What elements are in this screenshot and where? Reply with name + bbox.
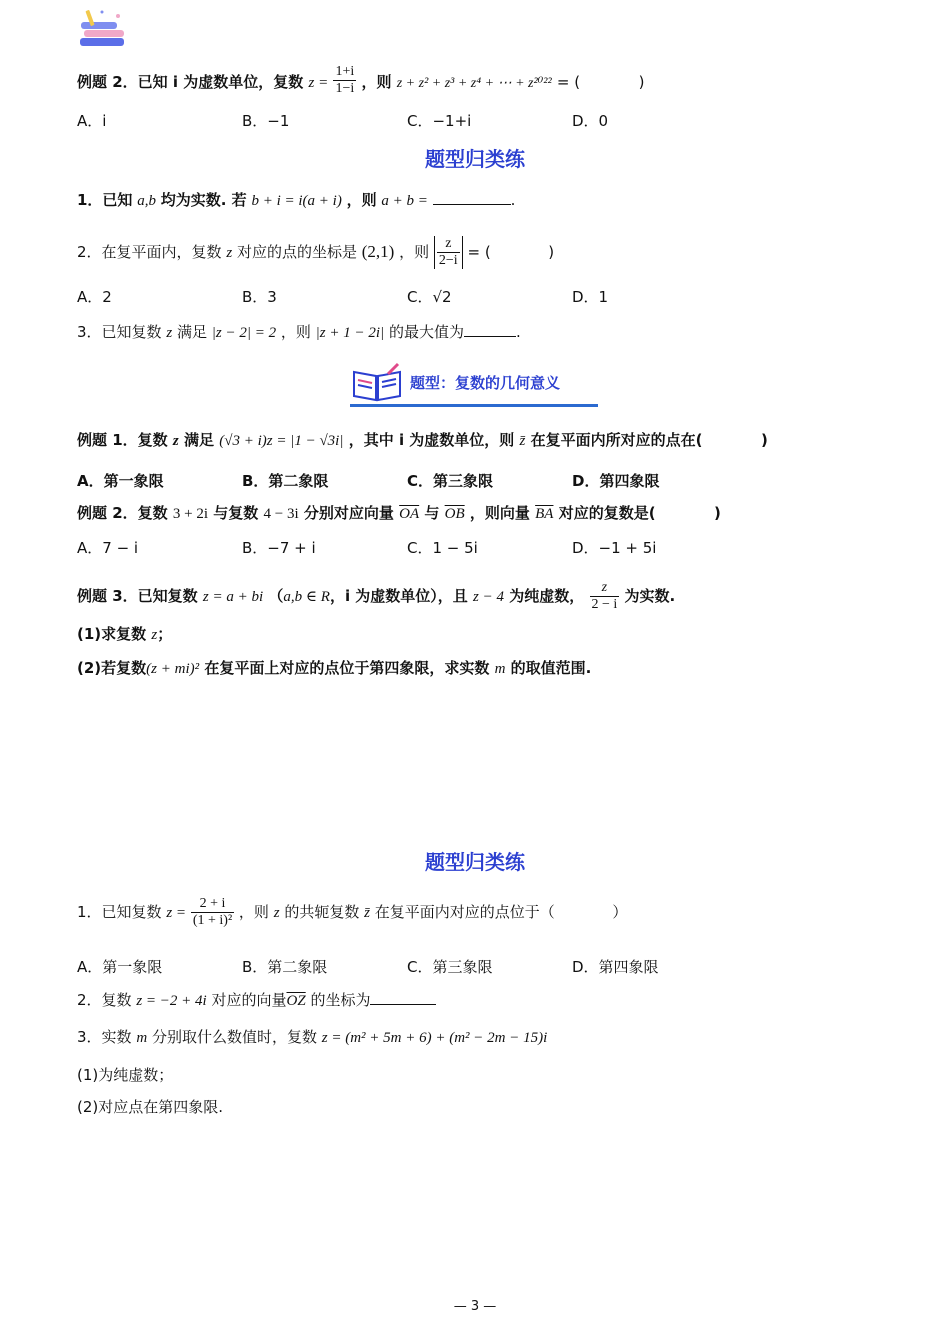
z-equals: z = <box>166 905 187 921</box>
books-pencil-icon <box>78 8 128 50</box>
text-conjugate: 的共轭复数 <box>284 903 360 921</box>
var-z: z <box>151 627 158 643</box>
condition: a,b ∈ R <box>283 589 330 605</box>
example-2-label: 例题 2．已知 i 为虚数单位，复数 <box>77 73 304 91</box>
fraction-denominator: 1−i <box>335 81 355 96</box>
option-d: D．0 <box>572 112 609 130</box>
q1-prefix: 1．已知复数 <box>77 903 162 921</box>
fraction <box>333 64 356 97</box>
text-where: ，其中 i 为虚数单位，则 <box>348 431 515 449</box>
answer-blank[interactable] <box>433 190 511 205</box>
expression-z-minus-4: z − 4 <box>473 589 505 605</box>
example-1-label: 例题 1．复数 <box>77 431 168 449</box>
practice-1 <box>77 190 515 211</box>
fraction-numerator: 2 + i <box>191 896 234 913</box>
option-b: B．第二象限 <box>242 472 329 490</box>
q3-prefix: 3．已知复数 <box>77 323 162 341</box>
var-z: z <box>273 905 280 921</box>
open-book-icon <box>350 362 404 402</box>
question-3-part-2: (2)对应点在第四象限. <box>77 1098 224 1116</box>
part-2-condition: 在复平面上对应的点位于第四象限，求实数 <box>204 659 490 677</box>
vector-oa: $\overline{OA}$ <box>399 506 420 522</box>
q2-text: 对应的点的坐标是 <box>236 243 357 261</box>
abs-value <box>434 236 463 269</box>
paren-close: ) <box>760 431 768 449</box>
text-and: 与 <box>424 504 440 522</box>
answer-blank[interactable] <box>464 322 516 337</box>
paren-close: ) <box>638 73 645 91</box>
text-pure-imaginary: 为纯虚数， <box>509 587 585 605</box>
text-question: 在复平面内所对应的点在( <box>530 431 703 449</box>
q1-text: 均为实数. 若 <box>160 191 247 209</box>
part-2-text: (2)若复数 <box>77 659 147 677</box>
complex-expression: z = (m² + 5m + 6) + (m² − 2m − 15)i <box>321 1030 548 1046</box>
practice-3 <box>77 322 521 343</box>
z-equals: z = <box>308 75 329 91</box>
fraction-denominator: 2−i <box>438 253 458 268</box>
paren-close: ) <box>548 243 555 261</box>
example-1 <box>77 430 768 451</box>
example-2-top <box>77 66 644 99</box>
option-a: A．7 − i <box>77 539 139 557</box>
fraction-denominator: (1 + i)² <box>192 913 233 928</box>
option-d: D．1 <box>572 288 609 306</box>
q3-then: ，则 <box>280 323 311 341</box>
semicolon: ； <box>157 625 173 643</box>
q1-equation: b + i = i(a + i) <box>251 193 342 209</box>
option-a: A．i <box>77 112 107 130</box>
question-2 <box>77 990 436 1011</box>
page-number: — 3 — <box>453 1299 497 1314</box>
part-1-text: (1)求复数 <box>77 625 147 643</box>
period: . <box>510 191 516 209</box>
option-c: C．√2 <box>407 288 452 306</box>
option-b: B．第二象限 <box>242 958 328 976</box>
q1-target: a + b = <box>381 193 428 209</box>
option-b: B．−1 <box>242 112 290 130</box>
option-b: B．−7 + i <box>242 539 316 557</box>
power-sum-expression: z + z² + z³ + z⁴ + ⋯ + z²⁰²² <box>396 76 552 91</box>
example-3-part-1 <box>77 624 172 645</box>
fraction <box>590 580 620 613</box>
example-2 <box>77 503 721 524</box>
q1-prefix: 1．已知 <box>77 191 133 209</box>
text-vectors: 分别对应向量 <box>303 504 394 522</box>
paren-open: = ( <box>467 243 491 261</box>
example-3 <box>77 580 675 613</box>
example-3-label: 例题 3．已知复数 <box>77 587 198 605</box>
q2-then: ，则 <box>399 243 430 261</box>
text-then: ，则向量 <box>469 504 530 522</box>
option-c: C．第三象限 <box>407 958 493 976</box>
q1-vars: a,b <box>137 193 156 209</box>
example-2-label: 例题 2．复数 <box>77 504 168 522</box>
example-3-part-2 <box>77 658 591 679</box>
section-title: 题型：复数的几何意义 <box>410 374 561 392</box>
var-z: z <box>226 245 233 261</box>
z-conjugate: z̄ <box>364 905 370 921</box>
option-d: D．−1 + 5i <box>572 539 657 557</box>
q3-text: 分别取什么数值时，复数 <box>151 1028 317 1046</box>
section-heading-practice-2: 题型归类练 <box>425 850 525 874</box>
option-c: C．−1+i <box>407 112 472 130</box>
q1-then: ，则 <box>346 191 377 209</box>
option-c: C．第三象限 <box>407 472 494 490</box>
section-underline <box>350 404 598 407</box>
fraction-numerator: z <box>590 580 620 597</box>
expression: |z + 1 − 2i| <box>315 325 385 341</box>
q3-text: 满足 <box>176 323 207 341</box>
part-2-ask: 的取值范围. <box>510 659 592 677</box>
fraction-numerator: 1+i <box>335 64 355 79</box>
text-then: ，则 <box>361 73 392 91</box>
text-then: ，则 <box>238 903 269 921</box>
fraction <box>191 896 234 929</box>
z-definition: z = a + bi <box>202 589 264 605</box>
question-3-part-1: (1)为纯虚数； <box>77 1066 174 1084</box>
q2-prefix: 2．复数 <box>77 991 132 1009</box>
practice-2 <box>77 236 554 269</box>
option-a: A．第一象限 <box>77 958 163 976</box>
option-b: B．3 <box>242 288 277 306</box>
vector-ob: $\overline{OB}$ <box>444 506 465 522</box>
paren-close: ） <box>612 903 628 921</box>
condition: |z − 2| = 2 <box>211 325 277 341</box>
text-coordinate: 的坐标为 <box>310 991 371 1009</box>
period: . <box>515 323 521 341</box>
text-vector: 对应的向量 <box>211 991 287 1009</box>
paren-close: ) <box>714 504 721 522</box>
expression-square: (z + mi)² <box>146 661 200 677</box>
vector-oz: $\overline{OZ}$ <box>286 993 306 1009</box>
text-question: 对应的复数是( <box>558 504 656 522</box>
z-conjugate: z̄ <box>519 433 526 449</box>
text-question: 在复平面内对应的点位于（ <box>374 903 555 921</box>
coordinate: (2,1) <box>361 242 395 261</box>
var-z: z <box>166 325 173 341</box>
section-header <box>350 360 600 410</box>
text-imaginary-unit: ，i 为虚数单位），且 <box>329 587 468 605</box>
var-m: m <box>136 1030 148 1046</box>
fraction-denominator: 2 − i <box>591 597 618 612</box>
option-d: D．第四象限 <box>572 472 660 490</box>
var-z: z <box>172 433 179 449</box>
q3-ask: 的最大值为 <box>388 323 464 341</box>
text-real: 为实数. <box>624 587 676 605</box>
vector-ba: $\overline{BA}$ <box>535 506 554 522</box>
paren-open: （ <box>268 587 284 605</box>
q2-prefix: 2．在复平面内，复数 <box>77 243 222 261</box>
text-and-complex: 与复数 <box>213 504 259 522</box>
var-m: m <box>494 661 506 677</box>
option-d: D．第四象限 <box>572 958 659 976</box>
option-c: C．1 − 5i <box>407 539 478 557</box>
q3-prefix: 3．实数 <box>77 1028 132 1046</box>
complex-2: 4 − 3i <box>263 506 299 522</box>
fraction-numerator: z <box>437 236 460 253</box>
equation: (√3 + i)z = |1 − √3i| <box>219 433 344 449</box>
question-3 <box>77 1027 547 1048</box>
text-satisfies: 满足 <box>183 431 214 449</box>
paren-open: = ( <box>556 73 581 91</box>
answer-blank[interactable] <box>370 990 436 1005</box>
option-a: A．第一象限 <box>77 472 164 490</box>
complex-1: 3 + 2i <box>172 506 209 522</box>
option-a: A．2 <box>77 288 112 306</box>
fraction <box>437 236 460 269</box>
question-1 <box>77 896 627 929</box>
complex-expression: z = −2 + 4i <box>136 993 207 1009</box>
section-heading-practice: 题型归类练 <box>425 147 525 171</box>
